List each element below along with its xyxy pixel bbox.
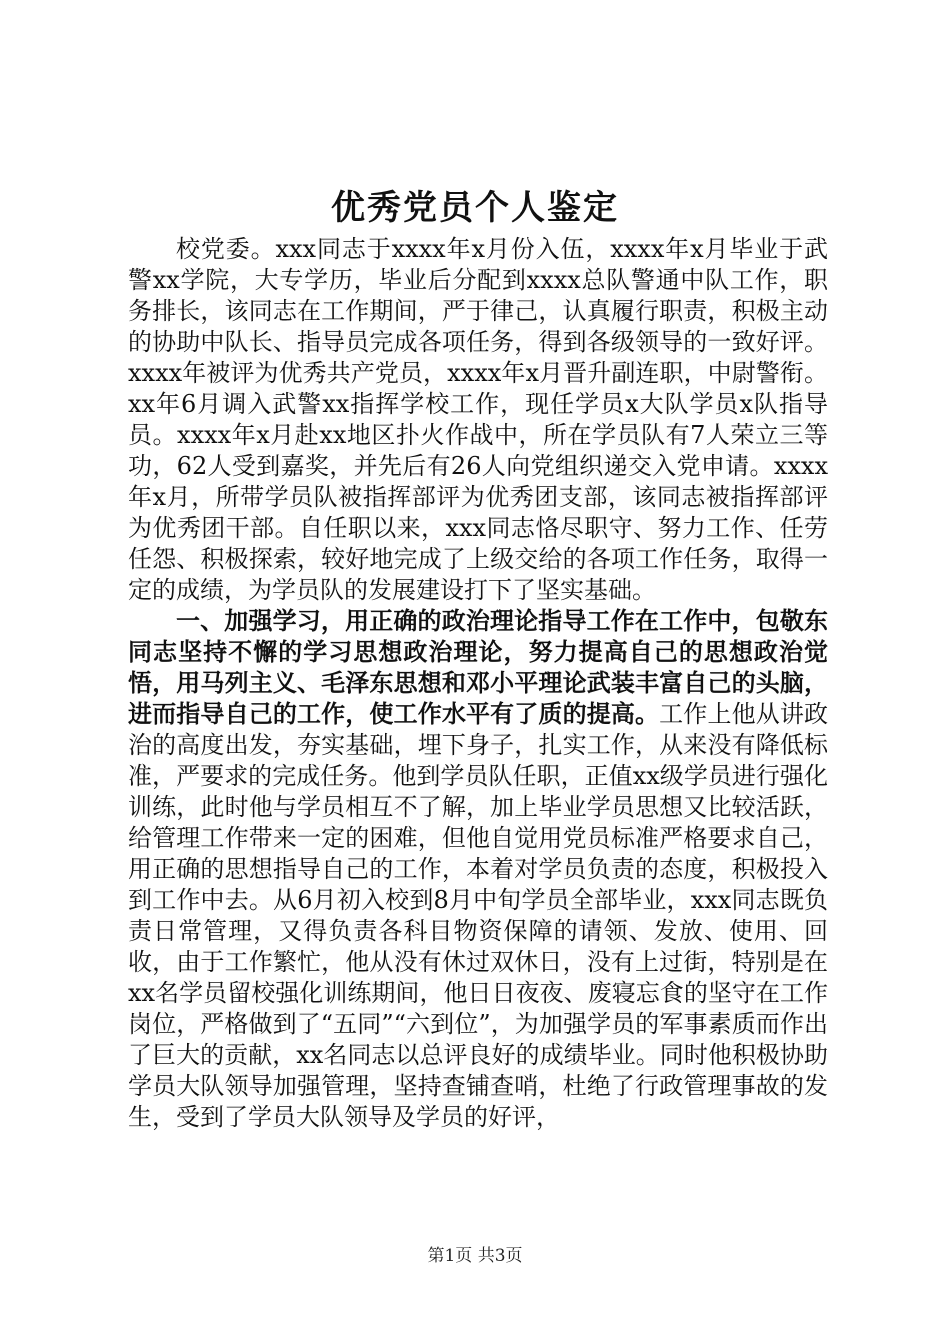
page-footer: 第1页 共3页 (427, 1246, 523, 1266)
document-body (128, 234, 828, 1133)
section-one-heading: 一、加强学习，用正确的政治理论指导工作在工作中，包敬东同志坚持不懈的学习思想政治理论，努力提高自己的思想政治觉悟，用马列主义、毛泽东思想和邓小平理论武装丰富自己的头脑，进而指导自己的工作，使工作水平有了质的提高。 (128, 607, 828, 728)
paragraph-intro: 校党委。xxx同志于xxxx年x月份入伍，xxxx年x月毕业于武警xx学院，大专学历，毕业后分配到xxxx总队警通中队工作，职务排长，该同志在工作期间，严于律己，认真履行职责，积极主动的协助中队长、指导员完成各项任务，得到各级领导的一致好评。xxxx年被评为优秀共产党员，xxxx年x月晋升副连职，中尉警衔。xx年6月调入武警xx指挥学校工作，现任学员x大队学员x队指导员。xxxx年x月赴xx地区扑火作战中，所在学员队有7人荣立三等功，62人受到嘉奖，并先后有26人向党组织递交入党申请。xxxx年x月，所带学员队被指挥部评为优秀团支部，该同志被指挥部评为优秀团干部。自任职以来，xxx同志恪尽职守、努力工作、任劳任怨、积极探索，较好地完成了上级交给的各项工作任务，取得一定的成绩，为学员队的发展建设打下了坚实基础。 (128, 235, 828, 604)
section-one-text: 工作上他从讲政治的高度出发，夯实基础，埋下身子，扎实工作，从来没有降低标准，严要求的完成任务。他到学员队任职，正值xx级学员进行强化训练，此时他与学员相互不了解，加上毕业学员思想又比较活跃，给管理工作带来一定的困难，但他自觉用党员标准严格要求自己，用正确的思想指导自己的工作，本着对学员负责的态度，积极投入到工作中去。从6月初入校到8月中旬学员全部毕业，xxx同志既负责日常管理，又得负责各科目物资保障的请领、发放、使用、回收，由于工作繁忙，他从没有休过双休日，没有上过街，特别是在xx名学员留校强化训练期间，他日日夜夜、废寝忘食的坚守在工作岗位，严格做到了“五同”“六到位”，为加强学员的军事素质而作出了巨大的贡献，xx名同志以总评良好的成绩毕业。同时他积极协助学员大队领导加强管理，坚持查铺查哨，杜绝了行政管理事故的发生，受到了学员大队领导及学员的好评， (128, 700, 829, 1131)
document-title: 优秀党员个人鉴定 (331, 188, 619, 228)
paragraph-section-one (128, 606, 828, 1133)
